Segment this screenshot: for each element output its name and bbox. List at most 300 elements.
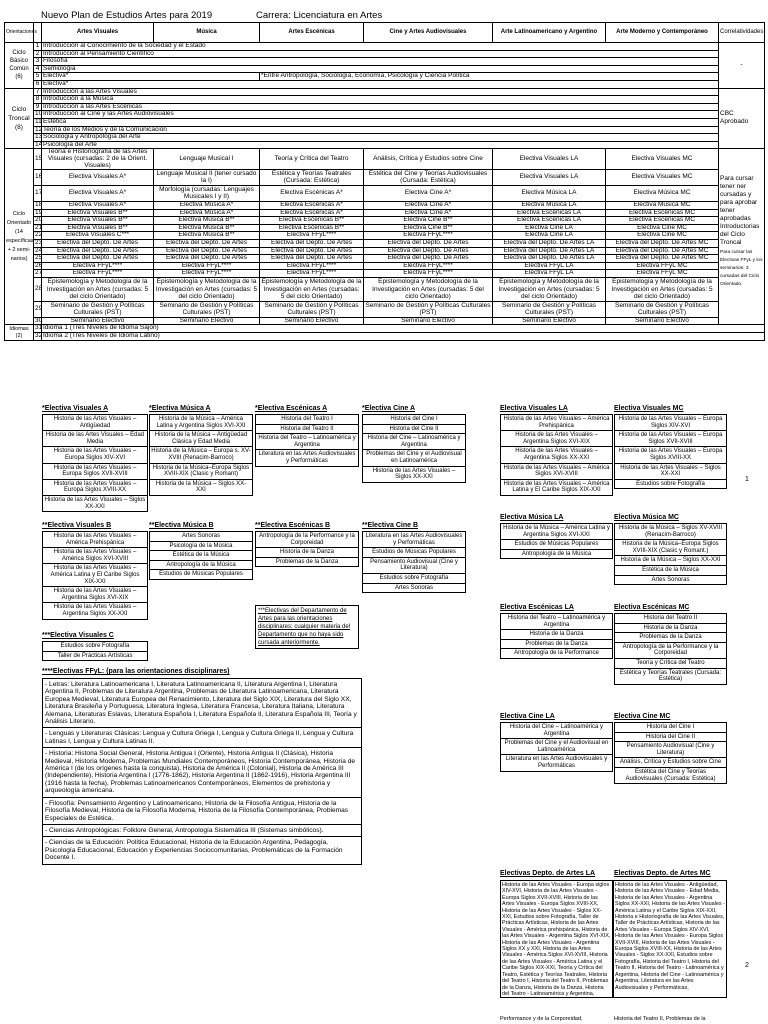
row-number: 12	[35, 125, 43, 133]
list-item: Historia de las Artes Visuales – Siglos XX-XXI	[615, 464, 726, 480]
row-number: 24	[35, 246, 43, 254]
group-title: *Electiva Escénicas A	[255, 405, 328, 412]
list-item: Problemas del Cine y el Audiovisual en Latinoamérica	[363, 450, 465, 466]
col-header-correlatividades: Correlatividades	[719, 23, 765, 43]
subject-cell: Introducción a las Artes Visuales	[42, 88, 719, 96]
row-number: 21	[35, 223, 43, 231]
subject-cell: Filosofía	[42, 58, 719, 66]
list-item: Estudios de Músicas Populares	[363, 548, 465, 558]
table-row	[5, 111, 765, 119]
table-row	[5, 186, 765, 202]
row-number: 29	[34, 302, 42, 318]
depto-mc-title: Electivas Depto. de Artes MC	[614, 870, 711, 877]
list-item: Problemas del Cine y el Audiovisual en Latinoamérica	[501, 739, 612, 755]
subject-cell: Electiva Visuales B**	[42, 217, 154, 225]
subject-cell: Seminario Electivo	[606, 317, 719, 325]
subject-cell: Electiva FFyL****	[364, 262, 493, 270]
subject-cell: Electiva Música B**	[154, 224, 260, 232]
subject-cell: Electiva Música MC	[606, 186, 719, 202]
subject-cell: Electiva Visuales LA	[493, 170, 606, 186]
list-item: Problemas de la Danza	[615, 633, 726, 643]
subject-cell: Introducción al Pensamiento Científico	[42, 50, 719, 58]
group-title: Electiva Escénicas MC	[614, 604, 690, 611]
list-item: Historia de la Música – Siglos XX-XXI	[615, 556, 726, 566]
subject-cell: Electiva Cine B**	[364, 224, 493, 232]
subject-cell: Electiva FFyL MC	[606, 270, 719, 278]
subject-cell: Idioma 1 (Tres Niveles de Idioma Sajón)	[42, 325, 765, 333]
subject-cell: Electiva Visuales B**	[42, 224, 154, 232]
list-item: Historia de la Danza	[256, 548, 358, 558]
list-item: Historia de las Artes Visuales – Europa Siglos XIV-XVI	[615, 415, 726, 431]
row-number: 15	[34, 149, 42, 170]
group-title: Electiva Cine MC	[614, 713, 671, 720]
list-item: Historia de las Artes Visuales – Europa Siglos XIV-XVI	[43, 447, 147, 463]
correl-cbc: -	[719, 43, 765, 89]
list-item: Antropología de la Música	[150, 561, 252, 571]
col-header: Artes Escénicas	[260, 23, 364, 43]
ffyl-section: - Ciencias Antropológicas: Folklore General, Antropología Sistemática III (Sistemas simbólicos).	[43, 825, 361, 837]
list-item: Pensamiento Audiovisual (Cine y Literatura)	[363, 558, 465, 574]
list-item: Historia de la Música – Siglos XV-XVIII (Renacim-Barroco)	[615, 524, 726, 540]
page-number-1: 1	[745, 476, 749, 483]
subject-cell: Electiva Cine B**	[364, 217, 493, 225]
list-item: Historia del Cine II	[615, 733, 726, 743]
subject-cell: Electiva Escénicas MC	[606, 209, 719, 217]
table-row	[5, 302, 765, 318]
row-number: 9	[34, 103, 42, 111]
subject-cell: Electiva del Depto. De Artes	[260, 255, 364, 263]
list-item: Estudios sobre Fotografía	[636, 480, 705, 487]
subject-cell: Electiva FFyL****	[364, 270, 493, 278]
subject-cell: Seminario de Gestión y Políticas Culturales (PST)	[365, 302, 491, 317]
subject-cell: Electiva FFyL****	[260, 262, 364, 270]
row-number: 25	[35, 254, 43, 262]
list-item: Historia de las Artes Visuales – Edad Media	[43, 431, 147, 447]
list-item: Historia de las Artes Visuales – América Latina y El Caribe Siglos XIX-XXI	[503, 480, 610, 494]
list-item: Historia de la Música – Antigüedad Clásica y Edad Media	[150, 431, 252, 447]
list-item: Estética y Teorías Teatrales (Cursada: Estética)	[619, 669, 722, 683]
list-item: Historia de las Artes Visuales – Argentina Siglos XX-XXI	[501, 447, 612, 463]
subject-cell: Electiva Música B**	[154, 217, 260, 225]
cycle-troncal: Ciclo Troncal (8)	[5, 88, 34, 149]
subject-cell: Estética	[42, 118, 719, 126]
subject-cell: Psicología del Arte	[42, 141, 719, 149]
ffyl-section: - Historia: Historia Social General, Historia Antigua I (Oriente), Historia Antigua II (Clásica), Historia Medieval, Historia Moderna, Problemas Mundiales Contemporáneos, Historia Contemporánea, Historia de América I (de los orígenes hasta la conquista), Historia de América II (Colonial), Historia de América III (Independiente), Historia Argentina I (1776-1862), Historia Argentina II (1862-1916), Historia Argentina III (1916 hasta la fecha), Problemas Latinoamericanos Contemporáneos, Elementos de prehistoria y arqueología americana.	[43, 748, 361, 797]
subject-note: *Entre Antropología, Sociología, Economía, Psicología y Ciencia Política	[260, 73, 719, 81]
subject-cell: Electiva del Depto. De Artes LA	[493, 255, 606, 263]
list-item: Estética de la Música	[615, 566, 726, 576]
list-item: Historia de la Música–Europa Siglos XVIII-XIX (Clasic y Romant)	[150, 464, 252, 480]
list-item: Historia del Teatro – Latinoamérica y Argentina	[256, 434, 358, 450]
list-item: Historia de las Artes Visuales – América Prehispánica	[501, 415, 612, 431]
subject-cell: Electiva FFyL****	[364, 232, 493, 240]
career-title: Carrera: Licenciatura en Artes	[256, 10, 383, 21]
correl-orientado-note: Para cursar las Electivas FFyL y los seminarios: 3 cursadas del Ciclo Orientado.	[720, 250, 763, 288]
row-number: 13	[35, 133, 43, 141]
list-item: Historia de las Artes Visuales – Europa Siglos XVIII-XX	[43, 480, 147, 496]
subject-cell: Electiva Visuales A*	[42, 170, 154, 186]
list-item: Artes Sonoras	[651, 576, 690, 583]
subject-cell: Electiva Música LA	[493, 202, 606, 210]
list-item: Antropología de la Música	[521, 550, 592, 557]
bottom-fragment-right: Historia del Teatro II, Problemas de la	[614, 1016, 706, 1022]
ffyl-section: - Letras: Literatura Latinoamericana I, Literatura Latinoamericana II, Literatura Argentina I, Literatura Argentina II, Problemas de Literatura Argentina, Problemas de Literatura Latinoamericana, Literatura Europea Medieval, Literatura Europea del Renacimiento, Literatura del Siglo XIX, Literatura del Siglo XX, Literatura Brasileña y Portuguesa, Literatura Inglesa, Literatura Francesa, Literatura Italiana, Literatura Alemana, Literaturas Eslavas, Literatura Española I, Literatura Española II, Literatura Española III, Teoría y Análisis Literario.	[43, 679, 361, 728]
group-list	[614, 722, 727, 784]
subject-cell: Electiva del Depto. De Artes	[42, 247, 154, 255]
list-item: Artes Sonoras	[394, 584, 434, 591]
group-list	[500, 613, 613, 659]
subject-cell: Epistemología y Metodología de la Investigación en Artes (cursadas: 5 del ciclo Orientado)	[606, 278, 719, 302]
row-number: 6	[34, 80, 42, 88]
row-number: 27	[35, 269, 43, 277]
list-item: Historia del Cine – Latinoamérica y Argentina	[501, 723, 612, 739]
group-title: Electiva Música LA	[500, 514, 564, 521]
subject-cell: Seminario Electivo	[493, 317, 606, 325]
group-list	[500, 722, 613, 772]
group-list	[149, 414, 253, 496]
list-item: Historia de la Danza	[501, 630, 612, 640]
list-item: Estudios sobre Fotografía	[363, 574, 465, 584]
subject-cell: Electiva del Depto. De Artes MC	[606, 255, 719, 263]
depto-la-title: Electivas Depto. de Artes LA	[500, 870, 596, 877]
subject-cell: Electiva Visuales LA	[493, 149, 606, 170]
group-title: **Electiva Música B	[149, 522, 214, 529]
group-list	[614, 414, 727, 489]
study-plan-table	[4, 22, 765, 341]
subject-cell: Seminario de Gestión y Políticas Culturales (PST)	[260, 302, 364, 318]
group-title: **Electiva Visuales B	[42, 522, 112, 529]
row-number: 4	[34, 65, 42, 73]
table-row	[5, 73, 765, 81]
subject-cell: Epistemología y Metodología de la Investigación en Artes (cursadas: 5 del ciclo Orientado)	[260, 278, 364, 302]
subject-cell: Electiva del Depto. De Artes	[260, 247, 364, 255]
subject-cell: Teoría y Crítica del Teatro	[260, 149, 364, 170]
table-row	[5, 270, 765, 278]
group-title: Electiva Música MC	[614, 514, 679, 521]
list-item: Historia de la Música – América Latina y Argentina Siglos XVI-XXI	[501, 524, 612, 540]
row-number: 14	[35, 140, 43, 148]
row-number: 2	[34, 50, 42, 58]
subject-cell: Electiva Visuales B**	[42, 209, 154, 217]
subject-cell: Seminario Electivo	[42, 317, 154, 325]
list-item: Historia de las Artes Visuales – América Siglos XVI-XVIII	[43, 548, 147, 564]
table-row	[5, 88, 765, 96]
subject-cell: Electiva del Depto. De Artes LA	[493, 240, 606, 248]
correl-troncal: CBC Aprobado	[719, 88, 765, 149]
list-item: Antropología de la Performance	[514, 650, 599, 657]
group-list	[500, 414, 613, 496]
list-item: Historia del Cine – Latinoamérica y Argentina	[363, 434, 465, 450]
subject-cell: Electiva del Depto. De Artes	[42, 255, 154, 263]
row-number: 26	[35, 261, 43, 269]
list-item: Psicología de la Música	[150, 542, 252, 552]
row-number: 5	[34, 73, 42, 81]
subject-cell: Electiva FFyL LA	[493, 270, 606, 278]
col-header: Música	[154, 23, 260, 43]
ffyl-box	[42, 678, 362, 865]
group-title: ***Electiva Visuales C	[42, 632, 114, 639]
list-item: Problemas de la Danza	[275, 558, 339, 565]
row-number: 3	[34, 58, 42, 66]
group-title: *Electiva Cine A	[362, 405, 416, 412]
subject-cell: Electiva FFyL****	[260, 232, 364, 240]
subject-cell: Electiva Música B**	[154, 232, 260, 240]
subject-cell: Electiva FFyL****	[42, 262, 154, 270]
subject-cell: Seminario de Gestión y Políticas Culturales (PST)	[42, 302, 154, 318]
list-item: Estética de la Música	[150, 551, 252, 561]
page-number-2: 2	[745, 962, 749, 969]
subject-cell: Epistemología y Metodología de la Investigación en Artes (cursadas: 5 del ciclo Orientado)	[364, 278, 493, 302]
list-item: Historia de las Artes Visuales – Europa Siglos XVII-XVIII	[43, 464, 147, 480]
list-item: Historia de las Artes Visuales – Siglos XX-XXI	[44, 496, 146, 510]
table-row	[5, 50, 765, 58]
row-number: 10	[35, 110, 43, 118]
row-number: 23	[35, 239, 43, 247]
subject-cell: Electiva del Depto. De Artes	[260, 240, 364, 248]
list-item: Historia de la Danza	[615, 624, 726, 634]
subject-cell: Electiva Visuales MC	[606, 170, 719, 186]
list-item: Historia de las Artes Visuales – Siglos XX-XXI	[372, 467, 456, 481]
depto-mc-list: Historia de las Artes Visuales - Antigüedad, Historia de las Artes Visuales - Edad Media, Historia de las Artes Visuales - Argentina Siglos XX-XXI, Historia de las Artes Visuales - América Latina y el Caribe Siglos XIX-XXI, Historia e Historiografía de las Artes Visuales, Taller de Prácticas Artísticas, Historia de las Artes Visuales - Europa Siglos XIV-XVI, Historia de las Artes Visuales - Europa Siglos XVII-XVIII, Historia de las Artes Visuales - Europa Siglos XVIII-XX, Historia de las Artes Visuales - Siglos XX-XXI, Estudios sobre Fotografía, Historia del Teatro I, Historia del Teatro II, Historia del Teatro - Latinoamérica y Argentina, Historia del Cine - Latinoamérica y Argentina, Literatura en las Artes Audiovisuales y Performáticas,	[613, 880, 727, 998]
list-item: Historia de la Música – América Latina y Argentina Siglos XVI-XXI	[150, 415, 252, 431]
subject-cell: Electiva del Depto. De Artes	[42, 240, 154, 248]
subject-cell: Electiva Escénicas LA	[493, 209, 606, 217]
subject-cell: Electiva Cine A*	[364, 209, 493, 217]
subject-cell: Electiva Escénicas MC	[606, 217, 719, 225]
list-item: Artes Sonoras	[150, 532, 252, 542]
table-header-row	[5, 23, 765, 43]
table-row	[5, 80, 765, 88]
list-item: Antropología de la Performance y la Corporeidad	[256, 532, 358, 548]
group-title: Electiva Visuales MC	[614, 405, 684, 412]
group-list	[614, 523, 727, 585]
group-list	[362, 414, 466, 483]
list-item: Historia del Cine I	[615, 723, 726, 733]
list-item: Historia de la Música–Europa Siglos XVIII-XIX (Clasic y Romant.)	[615, 540, 726, 556]
subject-cell: Electiva Cine LA	[493, 224, 606, 232]
depto-note: ***Electivas del Departamento de Artes para las orientaciones disciplinares: cualquier materia del Departamento que no haya sido cursada anteriormente.	[255, 605, 359, 649]
subject-cell: Electiva del Depto. De Artes	[364, 240, 493, 248]
row-number: 7	[34, 88, 42, 96]
subject-cell: Electiva Escénicas A*	[260, 186, 364, 202]
bottom-fragment-left: Performance y de la Corporeidad,	[500, 1016, 583, 1022]
subject-cell: Electiva Escénicas B**	[260, 224, 364, 232]
ffyl-title: ****Electivas FFyL: (para las orientaciones disciplinares)	[42, 668, 230, 675]
col-header: Arte Moderno y Contemporáneo	[606, 23, 719, 43]
group-title: Electiva Visuales LA	[500, 405, 568, 412]
subject-cell: Seminario Electivo	[154, 317, 260, 325]
row-number: 18	[35, 201, 43, 209]
row-number: 30	[35, 316, 43, 324]
group-title: *Electiva Visuales A	[42, 405, 109, 412]
subject-cell: Seminario Electivo	[364, 317, 493, 325]
subject-cell: Morfología (cursadas: Lenguajes Musicales I y II)	[154, 186, 260, 202]
table-row	[5, 333, 765, 341]
subject-cell: Introducción a la Música	[42, 96, 719, 104]
subject-cell: Electiva Música A*	[154, 209, 260, 217]
list-item: Antropología de la Performance y la Corporeidad	[615, 643, 726, 659]
group-title: **Electiva Escénicas B	[255, 522, 331, 529]
list-item: Pensamiento Audiovisual (Cine y Literatura)	[615, 742, 726, 758]
group-list	[255, 531, 359, 567]
list-item: Historia de las Artes Visuales – América Siglos XVI-XVIII	[501, 464, 612, 480]
subject-cell: Seminario Electivo	[260, 317, 364, 325]
subject-cell: Epistemología y Metodología de la Investigación en Artes (cursadas: 5 del ciclo Orientado)	[493, 278, 606, 302]
subject-cell: Lenguaje Musical I	[154, 149, 260, 170]
list-item: Literatura en las Artes Audiovisuales y Performáticas	[258, 451, 356, 464]
row-number: 31	[35, 324, 43, 332]
list-item: Historia del Teatro II	[615, 614, 726, 624]
col-header: Artes Visuales	[42, 23, 154, 43]
list-item: Literatura en las Artes Audiovisuales y Performáticas	[363, 532, 465, 548]
group-title: Electiva Cine LA	[500, 713, 555, 720]
subject-cell: Electiva del Depto. De Artes LA	[493, 247, 606, 255]
plan-title: Nuevo Plan de Estudios Artes para 2019	[41, 10, 213, 21]
row-number: 28	[34, 278, 42, 302]
row-number: 19	[35, 208, 43, 216]
subject-cell: Semiología	[42, 65, 719, 73]
list-item: Historia del Cine I	[363, 415, 465, 425]
list-item: Historia de las Artes Visuales – América Latina y El Caribe Siglos XIX-XXI	[43, 564, 147, 587]
table-row	[5, 134, 765, 142]
list-item: Estudios de Músicas Populares	[159, 571, 243, 578]
list-item: Taller de Prácticas Artísticas	[57, 652, 133, 659]
list-item: Análisis, Crítica y Estudios sobre Cine	[615, 758, 726, 768]
subject-cell: Lenguaje Musical II (tener cursado la I)	[154, 170, 260, 186]
subject-cell: Teoría e Historiografía de las Artes Visuales (cursadas: 2 de la Orient. Visuales)	[42, 149, 154, 170]
row-number: 17	[34, 186, 42, 202]
cycle-orientado: Ciclo Orientado (14 específicas + 2 semi-narios)	[5, 149, 34, 325]
subject-cell: Electiva FFyL MC	[606, 262, 719, 270]
table-row	[5, 278, 765, 302]
list-item: Problemas de la Danza	[501, 640, 612, 650]
group-title: *Electiva Música A	[149, 405, 211, 412]
list-item: Literatura en las Artes Audiovisuales y Performáticas	[505, 756, 608, 769]
subject-cell: Electiva FFyL****	[154, 262, 260, 270]
row-number: 1	[34, 43, 42, 51]
subject-cell: Epistemología y Metodología de la Investigación en Artes (cursadas: 5 del ciclo Orientado)	[154, 278, 260, 302]
depto-la-list: Historia de las Artes Visuales - Europa siglos XIV-XVI, Historia de las Artes Visuales - Europa Siglos XVII-XVIII, Historia de las Artes Visuales - Europa Siglos XVIII-XX, Historia de las Artes Visuales - Siglos XX-XXI, Estudios sobre Fotografía, Taller de Prácticas Artísticas, Historia de las Artes Visuales - América prehispánica, Historia de las Artes Visuales - Argentina Siglos XVI-XIX, Historia de las Artes Visuales - Argentina Siglos XX y XXI, Historia de las Artes Visuales - América Siglos XVI-XVIII, Historia de las Artes Visuales - América Latina y el Caribe Siglos XIX-XXI, Teoría y Crítica del Teatro, Estética y Teorías Teatrales, Historia del Teatro I, Historia del Teatro II, Problemas de la Danza, Historia de la Danza, Historia del Teatro - Latinoamérica y Argentina,	[500, 880, 613, 998]
subject-cell: Electiva Cine MC	[606, 232, 719, 240]
table-row	[5, 58, 765, 66]
list-item: Historia de las Artes Visuales – América Prehispánica	[43, 532, 147, 548]
list-item: Historia del Teatro I	[256, 415, 358, 425]
row-number: 16	[34, 170, 42, 186]
subject-cell: Electiva del Depto. De Artes MC	[606, 240, 719, 248]
col-header-orientaciones: Orientaciones	[5, 23, 34, 43]
subject-cell: Electiva Cine LA	[493, 232, 606, 240]
list-item: Estética del Cine y Teorías Audiovisuales (Cursada: Estética)	[625, 768, 716, 782]
subject-cell: Electiva del Depto. De Artes	[154, 240, 260, 248]
subject-cell: Análisis, Crítica y Estudios sobre Cine	[364, 149, 493, 170]
ffyl-section: - Ciencias de la Educación: Política Educacional, Historia de la Educación Argentina, Pedagogía, Psicología Educacional, Educación y Experiencias Sociocomunitarias, Problemáticas de la Formación Docente I.	[45, 839, 343, 862]
subject-cell: Electiva Escénicas A*	[260, 202, 364, 210]
list-item: Historia de las Artes Visuales – Europa Siglos XVIII-XX	[615, 447, 726, 463]
subject-cell: Epistemología y Metodología de la Investigación en Artes (cursadas: 5 del ciclo Orientado)	[42, 278, 154, 302]
list-item: Historia del Cine II	[363, 425, 465, 435]
subject-cell: Electiva del Depto. De Artes	[154, 247, 260, 255]
table-row	[5, 149, 765, 170]
subject-cell: Electiva Escénicas B**	[260, 217, 364, 225]
table-row	[5, 118, 765, 126]
subject-cell: Electiva Cine A*	[364, 186, 493, 202]
group-list	[42, 641, 148, 661]
subject-cell: Electiva Música LA	[493, 186, 606, 202]
subject-cell: Electiva Música MC	[606, 202, 719, 210]
subject-cell: Introducción al Cine y las Artes Audiovisuales	[42, 111, 719, 119]
row-number: 20	[35, 216, 43, 224]
cycle-cbc: Ciclo Básico Común (6)	[5, 43, 34, 89]
list-item: Historia de las Artes Visuales – Argentina Siglos XVI-XIX	[501, 431, 612, 447]
group-list	[255, 414, 359, 467]
subject-cell: Electiva del Depto. De Artes	[364, 247, 493, 255]
subject-cell: Electiva FFyL****	[42, 270, 154, 278]
row-number: 11	[35, 117, 42, 125]
list-item: Historia de las Artes Visuales – Antigüedad	[43, 415, 147, 431]
group-list	[362, 531, 466, 593]
list-item: Historia del Teatro – Latinoamérica y Argentina	[501, 614, 612, 630]
cycle-idiomas: Idiomas (2)	[5, 325, 34, 340]
subject-cell: Electiva del Depto. De Artes MC	[606, 247, 719, 255]
group-title: **Electiva Cine B	[362, 522, 419, 529]
group-list	[42, 531, 148, 620]
list-item: Estudios sobre Fotografía	[43, 642, 147, 652]
subject-cell: Electiva Visuales A*	[42, 202, 154, 210]
subject-cell: Electiva FFyL****	[154, 270, 260, 278]
subject-cell: Electiva Visuales C***	[42, 232, 154, 240]
correl-orientado	[719, 149, 765, 325]
subject-cell: Estética y Teorías Teatrales (Cursada: Estética)	[260, 170, 364, 186]
subject-cell: Electiva Visuales A*	[42, 186, 154, 202]
subject-cell: Electiva Cine MC	[606, 224, 719, 232]
subject-cell: Electiva Música A*	[154, 202, 260, 210]
subject-cell: Electiva Cine A*	[364, 202, 493, 210]
correl-orientado-text: Para cursar tener ner cursadas y para aprobar tener aprobadas Introductorias del Ciclo Troncal	[720, 175, 760, 247]
ffyl-section: - Filosofía: Pensamiento Argentino y Latinoamericano, Historia de la Filosofía Antigua, Historia de la Filosofía Medieval, Historia de la Filosofía Moderna, Historia de la Filosofía Contemporánea, Problemas Especiales de Estética.	[43, 798, 361, 825]
table-row	[5, 43, 765, 51]
subject-cell: Electiva FFyL****	[260, 270, 364, 278]
subject-cell: Estética del Cine y Teorías Audiovisuales (Cursada: Estética)	[364, 170, 493, 186]
subject-cell: Sociología y Antropología del Arte	[42, 134, 719, 142]
list-item: Historia de la Música – Europa s. XV-XVIII (Renacim-Barroco)	[150, 447, 252, 463]
col-header: Arte Latinoamericano y Argentino	[493, 23, 606, 43]
subject-cell: Electiva del Depto. De Artes	[154, 255, 260, 263]
subject-cell: Teoría de los Medios y de la Comunicación	[42, 126, 719, 134]
subject-cell: Electiva Escénicas A*	[260, 209, 364, 217]
subject-cell: Electiva Escénicas LA	[493, 217, 606, 225]
list-item: Historia de las Artes Visuales – Argentina Siglos XVI-XIX	[43, 587, 147, 603]
subject-cell: Electiva*	[42, 73, 260, 81]
subject-cell: Seminario de Gestión y Políticas Culturales (PST)	[154, 302, 260, 318]
subject-cell: Electiva FFyL LA	[493, 262, 606, 270]
list-item: Teoría y Crítica del Teatro	[615, 659, 726, 669]
group-list	[500, 523, 613, 559]
subject-cell: Idioma 2 (Tres Niveles de Idioma Latino)	[42, 333, 765, 341]
group-title: Electiva Escénicas LA	[500, 604, 574, 611]
row-number: 8	[34, 96, 42, 104]
list-item: Historia de las Artes Visuales – Argentina Siglos XX-XXI	[53, 604, 137, 617]
subject-cell: Seminario de Gestión y Políticas Culturales (PST)	[493, 302, 606, 318]
row-number: 22	[35, 231, 43, 239]
group-list	[42, 414, 148, 512]
list-item: Estudios de Músicas Populares	[501, 540, 612, 550]
col-header: Cine y Artes Audiovisuales	[364, 23, 493, 43]
list-item: Historia de las Artes Visuales – Europa Siglos XVII-XVIII	[615, 431, 726, 447]
group-list	[614, 613, 727, 685]
subject-cell: Introducción a las Artes Escénicas	[42, 103, 719, 111]
row-number: 32	[35, 332, 43, 340]
subject-cell: Electiva Visuales MC	[606, 149, 719, 170]
